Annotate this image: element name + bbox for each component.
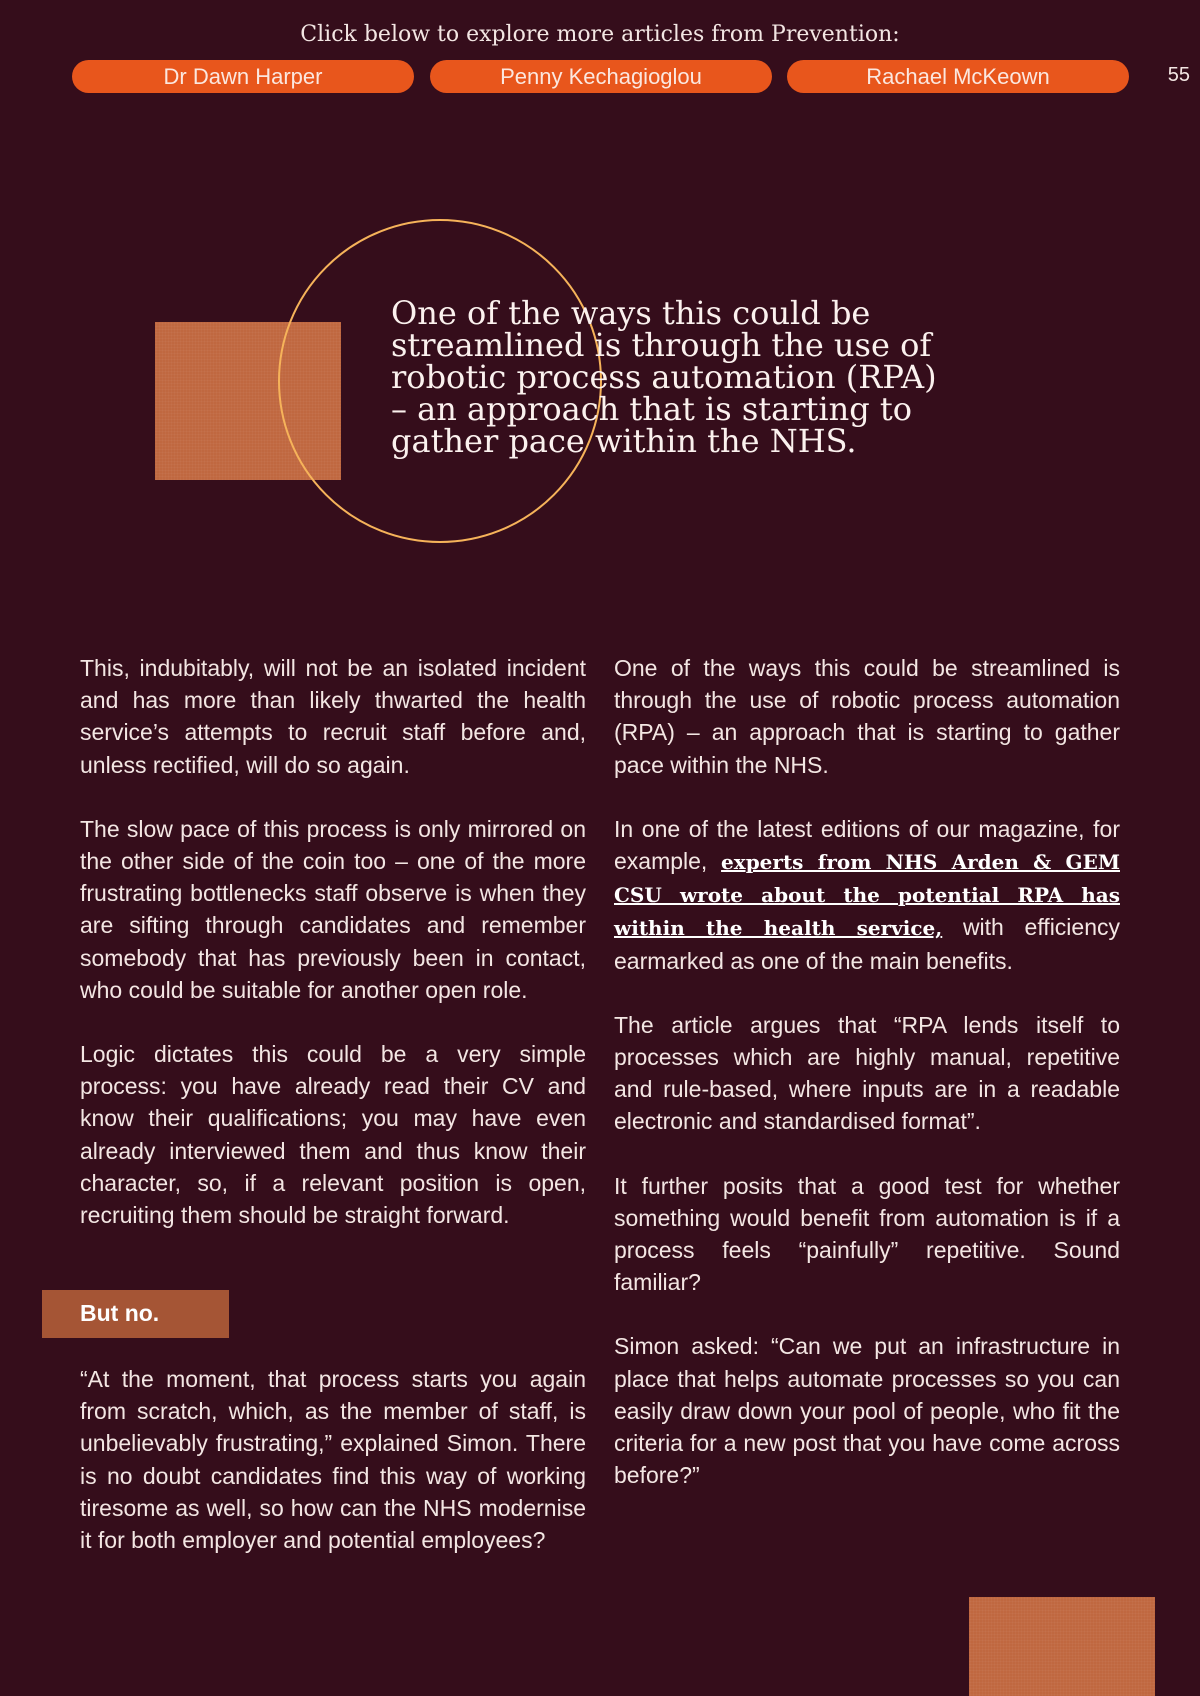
left-paragraph-4: “At the moment, that process starts you again from scratch, which, as the member of staff, is unbelievably frustrating,” explained Simon. There is no doubt candidates find this way of working tiresome as well, so how can the NHS modernise it for both employer and potential employees? bbox=[80, 1366, 586, 1554]
pull-quote: One of the ways this could be streamlined is through the use of robotic process automation (RPA) – an approach that is starting to gather pace within the NHS. bbox=[391, 294, 937, 460]
right-paragraph-2-tail: with efficiency earmarked as one of the main benefits. bbox=[614, 914, 1120, 974]
right-paragraph-1: One of the ways this could be streamlined is through the use of robotic process automation (RPA) – an approach that is starting to gather pace within the NHS. bbox=[614, 655, 1120, 778]
right-paragraph-2-lead: In one of the latest editions of our magazine, for example, bbox=[614, 815, 1120, 875]
right-column bbox=[614, 652, 1120, 1523]
left-paragraph-2: The slow pace of this process is only mirrored on the other side of the coin too – one of the more frustrating bottlenecks staff observe is when they are sifting through candidates and remember somebody that has previously been in contact, who could be suitable for another open role. bbox=[80, 815, 586, 1003]
explore-prompt: Click below to explore more articles from Prevention: bbox=[300, 22, 900, 47]
page-number: 55 bbox=[1167, 64, 1190, 86]
left-paragraph-3: Logic dictates this could be a very simple process: you have already read their CV and know their qualifications; you may have even already interviewed them and thus know their character, so, if a relevant position is open, recruiting them should be straight forward. bbox=[80, 1041, 586, 1229]
right-paragraph-4: It further posits that a good test for whether something would benefit from automation is if a process feels “painfully” repetitive. Sound familiar? bbox=[614, 1172, 1120, 1296]
author-link-dawn-harper[interactable]: Dr Dawn Harper bbox=[72, 60, 414, 93]
callout-text: But no. bbox=[80, 1300, 160, 1326]
left-column-lower bbox=[80, 1363, 586, 1556]
article-link[interactable]: experts from NHS Arden & GEM CSU wrote about the potential RPA has within the health service, bbox=[614, 850, 1120, 941]
author-link-rachael-mckeown[interactable]: Rachael McKeown bbox=[787, 60, 1129, 93]
left-column bbox=[80, 652, 586, 1263]
decorative-square-bottom bbox=[969, 1597, 1155, 1696]
author-link-penny-kechagioglou[interactable]: Penny Kechagioglou bbox=[430, 60, 772, 93]
right-paragraph-5: Simon asked: “Can we put an infrastructure in place that helps automate processes so you can easily draw down your pool of people, who fit the criteria for a new post that you have come across before?” bbox=[614, 1333, 1120, 1489]
left-paragraph-1: This, indubitably, will not be an isolated incident and has more than likely thwarted the health service’s attempts to recruit staff before and, unless rectified, will do so again. bbox=[80, 655, 586, 778]
right-paragraph-2 bbox=[614, 813, 1120, 977]
right-paragraph-3: The article argues that “RPA lends itself to processes which are highly manual, repetitive and rule-based, where inputs are in a readable electronic and standardised format”. bbox=[614, 1011, 1120, 1135]
